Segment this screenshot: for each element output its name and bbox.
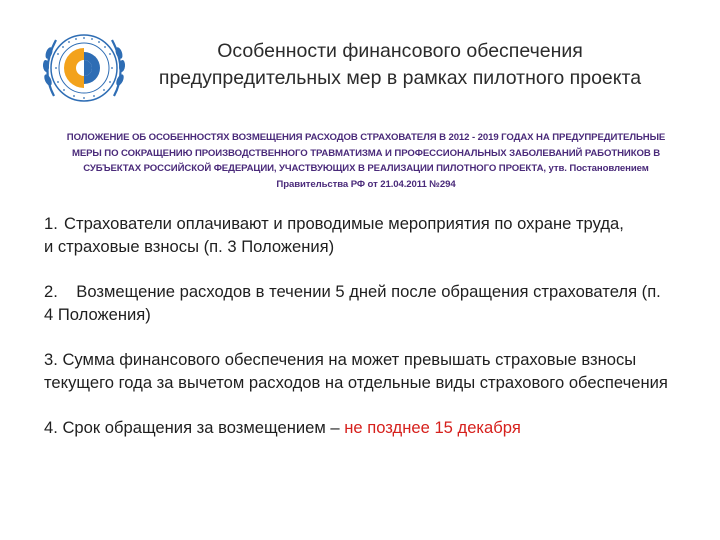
fss-emblem-icon	[34, 18, 134, 118]
regulation-approval: утв. Постановлением Правительства РФ от 21.04.2011 №294	[276, 163, 649, 190]
list-item-1-continuation: и страховые взносы (п. 3 Положения)	[44, 237, 335, 256]
list-item-1-number: 1.	[44, 214, 58, 233]
list-item-4-text: 4. Срок обращения за возмещением –	[44, 418, 345, 437]
title-line-2: предупредительных мер в рамках пилотного проекта	[158, 67, 642, 89]
title-line-1: Особенности финансового обеспечения	[217, 40, 583, 62]
content-list	[44, 212, 674, 439]
page-title	[140, 38, 660, 92]
deadline-highlight: не позднее 15 декабря	[344, 418, 521, 437]
regulation-subtitle	[58, 130, 674, 192]
list-item-1	[44, 212, 674, 235]
list-item-2: 2. Возмещение расходов в течении 5 дней после обращения страхователя (п. 4 Положения)	[44, 282, 666, 324]
list-item-3: 3. Сумма финансового обеспечения на может превышать страховые взносы текущего года за вычетом расходов на отдельные виды страхового обеспечения	[44, 350, 668, 392]
regulation-title: ПОЛОЖЕНИЕ ОБ ОСОБЕННОСТЯХ ВОЗМЕЩЕНИЯ РАСХОДОВ СТРАХОВАТЕЛЯ В 2012 - 2019 ГОДАХ НА ПРЕДУПРЕДИТЕЛЬНЫЕ МЕРЫ ПО СОКРАЩЕНИЮ ПРОИЗВОДСТВЕННОГО ТРАВМАТИЗМА И ПРОФЕССИОНАЛЬНЫХ ЗАБОЛЕВАНИЙ РАБОТНИКОВ В СУБЪЕКТАХ РОССИЙСКОЙ ФЕДЕРАЦИИ, УЧАСТВУЮЩИХ В РЕАЛИЗАЦИИ ПИЛОТНОГО ПРОЕКТА,	[66, 132, 666, 174]
list-item-1-text: Страхователи оплачивают и проводимые мероприятия по охране труда,	[64, 214, 624, 233]
list-item-4	[44, 416, 674, 439]
